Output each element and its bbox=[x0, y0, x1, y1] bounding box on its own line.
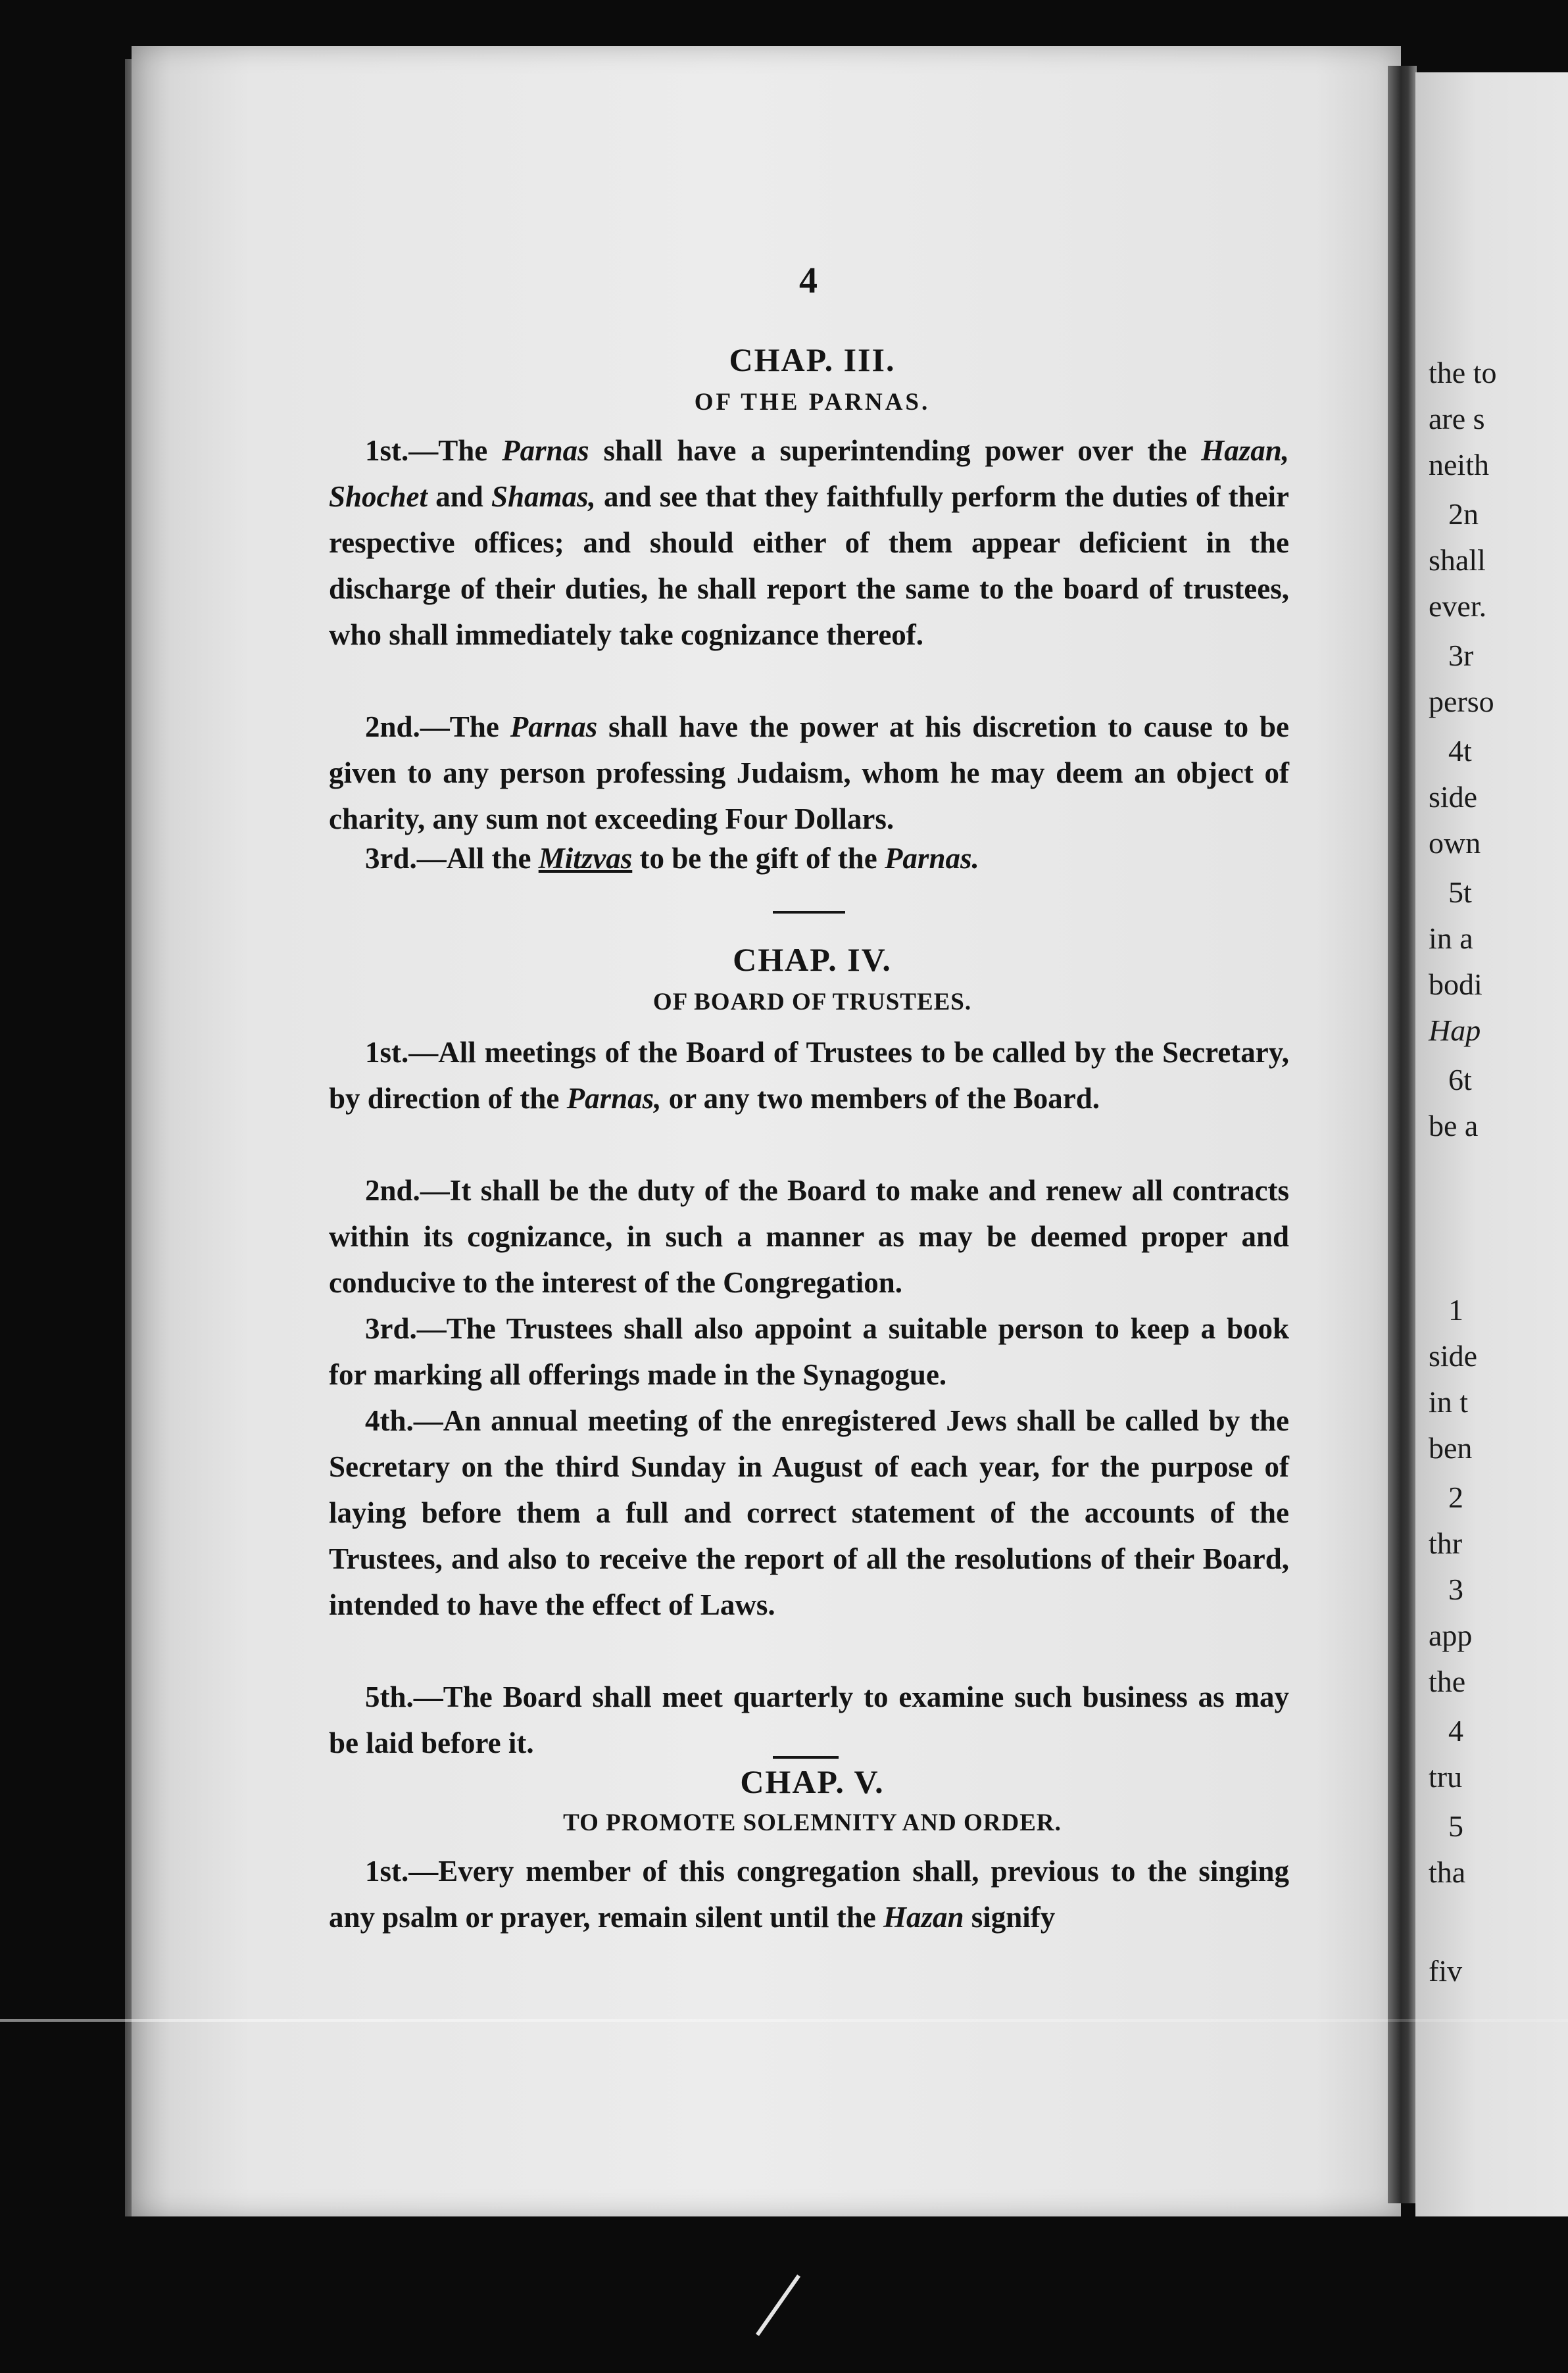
chapter-4-title: CHAP. IV. bbox=[733, 941, 892, 978]
chapter-4-paragraph-4: 4th.—An annual meeting of the enregistered Jews shall be called by the Secretary on the third Sunday in August of each year, for the purpose of laying before them a full and correct statement of the accounts of the Trustees, and also to receive the report of all the resolutions of their Board, intended to have the effect of Laws. bbox=[329, 1404, 1289, 1621]
fragment-text: side bbox=[1429, 1339, 1478, 1373]
fragment-text: are s bbox=[1429, 402, 1485, 435]
scan-line-artifact bbox=[0, 2019, 1568, 2022]
fragment-text: thr bbox=[1429, 1527, 1463, 1560]
fragment-text: neith bbox=[1429, 448, 1489, 481]
fragment-text: in t bbox=[1429, 1385, 1469, 1419]
chapter-3-subtitle: OF THE PARNAS. bbox=[694, 389, 931, 416]
section-divider bbox=[773, 1756, 839, 1759]
fragment-text: bodi bbox=[1429, 967, 1482, 1001]
fragment-text: 5t bbox=[1448, 875, 1472, 909]
chapter-5-paragraph-1: 1st.—Every member of this congregation shall, previous to the singing any psalm or prayer, remain silent until the Hazan signify bbox=[329, 1855, 1289, 1934]
fragment-text: ben bbox=[1429, 1431, 1473, 1465]
fragment-text: 5 bbox=[1448, 1809, 1463, 1843]
chapter-3-paragraph-2: 2nd.—The Parnas shall have the power at his discretion to cause to be given to any person professing Judaism, whom he may deem an object of charity, any sum not exceeding Four Dollars. bbox=[329, 710, 1289, 835]
chapter-3-paragraph-3: 3rd.—All the Mitzvas to be the gift of the Parnas. bbox=[365, 842, 979, 875]
fragment-text: shall bbox=[1429, 543, 1486, 577]
page-number: 4 bbox=[799, 260, 818, 301]
chapter-3-paragraph-1: 1st.—The Parnas shall have a superintending power over the Hazan, Shochet and Shamas, and see that they faithfully perform the duties of their respective offices; and should either of them appear deficient in the discharge of their duties, he shall report the same to the board of trustees, who shall immediately take cognizance thereof. bbox=[329, 434, 1290, 651]
chapter-4-paragraph-5: 5th.—The Board shall meet quarterly to examine such business as may be laid before it. bbox=[329, 1680, 1289, 1759]
fragment-text: ever. bbox=[1429, 589, 1487, 623]
fragment-text: tru bbox=[1429, 1760, 1463, 1794]
fragment-text: 4t bbox=[1448, 734, 1472, 768]
fragment-text: in a bbox=[1429, 921, 1473, 955]
fragment-text: 1 bbox=[1448, 1293, 1463, 1327]
fragment-text: be a bbox=[1429, 1109, 1479, 1142]
fragment-text: the to bbox=[1429, 356, 1497, 389]
fragment-text: 4 bbox=[1448, 1714, 1463, 1748]
chapter-5-subtitle: TO PROMOTE SOLEMNITY AND ORDER. bbox=[563, 1809, 1062, 1836]
fragment-text: 2 bbox=[1448, 1480, 1463, 1514]
chapter-4-paragraph-3: 3rd.—The Trustees shall also appoint a suitable person to keep a book for marking all offerings made in the Synagogue. bbox=[329, 1312, 1289, 1391]
fragment-text: side bbox=[1429, 780, 1478, 814]
chapter-3-title: CHAP. III. bbox=[729, 341, 896, 378]
fragment-text: 2n bbox=[1448, 497, 1479, 531]
fragment-text: app bbox=[1429, 1619, 1473, 1652]
chapter-4-paragraph-1: 1st.—All meetings of the Board of Trustees to be called by the Secretary, by direction of the Parnas, or any two members of the Board. bbox=[329, 1036, 1289, 1115]
fragment-text: perso bbox=[1429, 685, 1494, 718]
chapter-4-subtitle: OF BOARD OF TRUSTEES. bbox=[652, 989, 972, 1015]
fragment-text: the bbox=[1429, 1665, 1466, 1698]
fragment-text: own bbox=[1429, 826, 1481, 860]
fragment-text: fiv bbox=[1429, 1954, 1463, 1988]
chapter-5-title: CHAP. V. bbox=[740, 1763, 885, 1800]
fragment-text: Hap bbox=[1429, 1014, 1481, 1047]
fragment-text: 6t bbox=[1448, 1063, 1472, 1096]
fragment-text: tha bbox=[1429, 1855, 1466, 1889]
chapter-4-paragraph-2: 2nd.—It shall be the duty of the Board to make and renew all contracts within its cognizance, in such a manner as may be deemed proper and conducive to the interest of the Congregation. bbox=[329, 1174, 1289, 1299]
fragment-text: 3 bbox=[1448, 1573, 1463, 1606]
section-divider bbox=[773, 911, 845, 914]
fragment-text: 3r bbox=[1448, 639, 1474, 672]
